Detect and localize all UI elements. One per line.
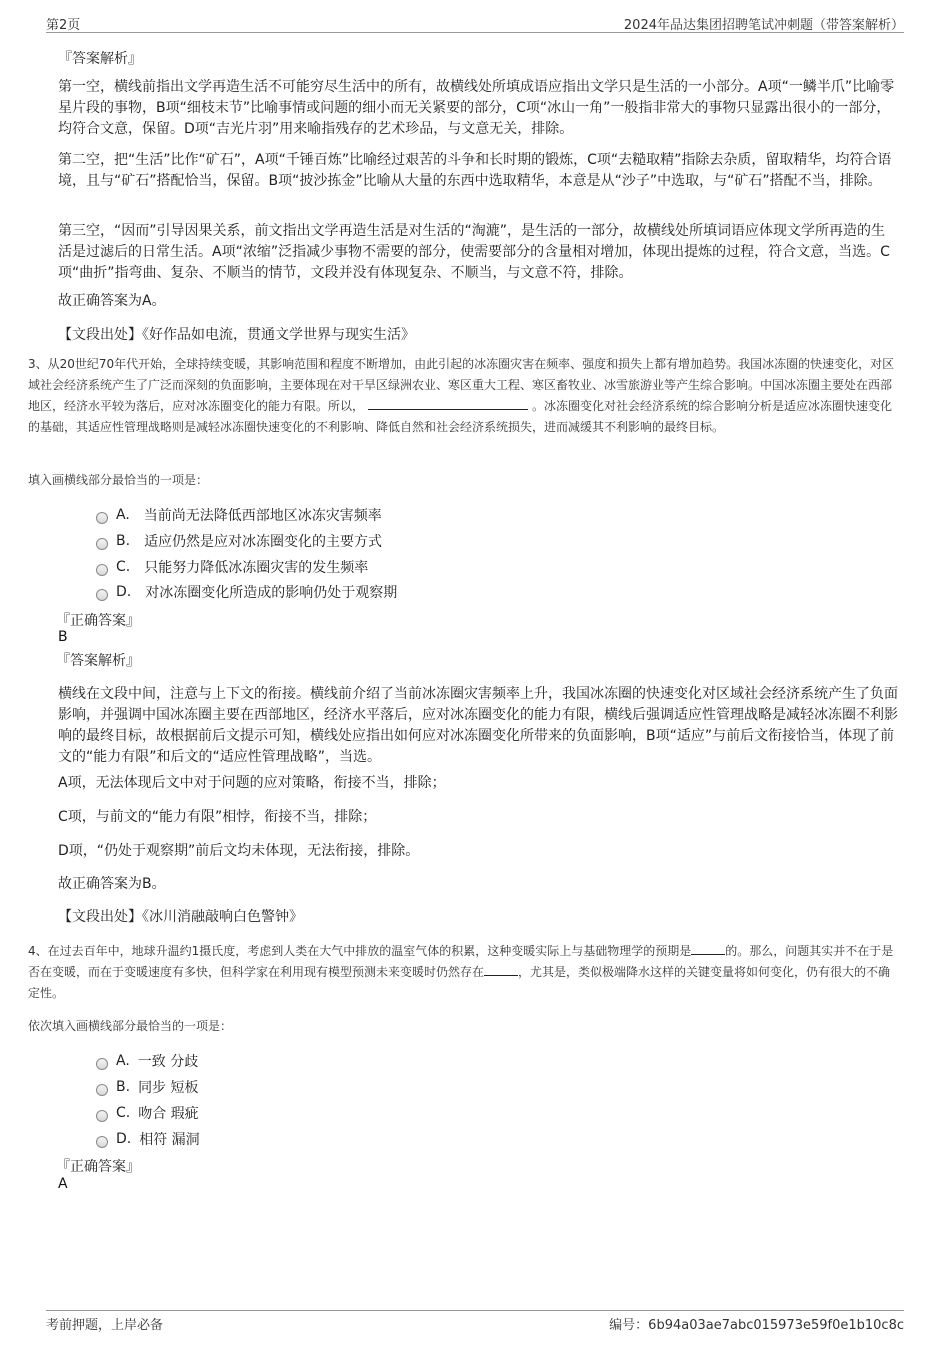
option-letter: C. [116, 559, 131, 575]
analysis-label: 『答案解析』 [56, 653, 140, 669]
option-c[interactable] [96, 557, 368, 577]
stem-text-2: 的。那么，问题其实并不在于是否在变暖，而在于变暖速度有多快，但科学家在利用现有模型预测未来变暖时仍然存在 [28, 944, 894, 979]
stem-text-1: 4、在过去百年中，地球升温约1摄氏度，考虑到人类在大气中排放的温室气体的积累，这种变暖实际上与基础物理学的预期是 [28, 944, 692, 958]
fill-blank [368, 397, 528, 410]
radio-icon[interactable] [96, 564, 108, 576]
correct-answer-label: 『正确答案』 [56, 613, 140, 629]
fill-blank-1 [691, 942, 725, 955]
analysis-paragraph-2: 第二空，把“生活”比作“矿石”，A项“千锤百炼”比喻经过艰苦的斗争和长时期的锻炼，C项“去糙取精”指除去杂质，留取精华，均符合语境，且与“矿石”搭配恰当，保留。B项“披沙拣金”比喻从大量的东西中选取精华，本意是从“沙子”中选取，与“矿石”搭配不当，排除。 [58, 152, 892, 189]
stem-text-3: ，尤其是，类似极端降水这样的关键变量将如何变化，仍有很大的不确定性。 [28, 965, 891, 1000]
analysis-paragraph-3: 第三空，“因而”引导因果关系，前文指出文学再造生活是对生活的“淘漉”，是生活的一部分，故横线处所填词语应体现文学所再造的生活是过滤后的日常生活。A项“浓缩”泛指减少事物不需要的部分，使需要部分的含量相对增加，体现出提炼的过程，符合文意，当选。C项“曲折”指弯曲、复杂、不顺当的情节，文段并没有体现复杂、不顺当，与文意不符，排除。 [58, 223, 890, 281]
option-a[interactable] [96, 505, 382, 525]
page-footer [46, 1310, 904, 1333]
passage-source: 【文段出处】《冰川消融敲响白色警钟》 [58, 909, 303, 925]
option-letter: D. [116, 584, 132, 600]
analysis-paragraph-1: 第一空，横线前指出文学再造生活不可能穷尽生活中的所有，故横线处所填成语应指出文学只是生活的一小部分。A项“一鳞半爪”比喻零星片段的事物，B项“细枝末节”比喻事情或问题的细小而无关紧要的部分，C项“冰山一角”一般指非常大的事物只显露出很小的一部分，均符合文意，保留。D项“吉光片羽”用来喻指残存的艺术珍品，与文意无关，排除。 [58, 79, 895, 137]
option-d[interactable] [96, 582, 397, 602]
correct-answer: A [58, 1176, 68, 1192]
option-letter: D. [116, 1131, 132, 1147]
radio-icon[interactable] [96, 1084, 108, 1096]
passage-source: 【文段出处】《好作品如电流，贯通文学世界与现实生活》 [58, 327, 415, 343]
correct-answer-label: 『正确答案』 [56, 1159, 140, 1175]
option-letter: B. [116, 533, 131, 549]
radio-icon[interactable] [96, 1058, 108, 1070]
question-prompt: 填入画横线部分最恰当的一项是： [28, 473, 209, 487]
footer-slogan: 考前押题，上岸必备 [46, 1318, 164, 1333]
analysis-option-d: D项，“仍处于观察期”前后文均未体现，无法衔接，排除。 [58, 843, 420, 859]
fill-blank-2 [484, 963, 518, 976]
option-text: 只能努力降低冰冻圈灾害的发生频率 [144, 560, 369, 576]
option-b[interactable] [96, 531, 382, 551]
analysis-conclusion: 故正确答案为A。 [58, 293, 166, 309]
page-header [46, 12, 904, 33]
question-stem [28, 354, 898, 438]
option-text: 对冰冻圈变化所造成的影响仍处于观察期 [145, 585, 398, 601]
stem-text-after: 。冰冻圈变化对社会经济系统的综合影响分析是适应冰冻圈快速变化的基础，其适应性管理战略则是减轻冰冻圈快速变化的不利影响、降低自然和社会经济系统损失，进而减缓其不利影响的最终目标。 [28, 399, 893, 434]
option-letter: A. [116, 1053, 130, 1069]
option-text: 同步 短板 [138, 1080, 199, 1096]
option-text: 相符 漏洞 [139, 1132, 200, 1148]
option-letter: B. [116, 1079, 131, 1095]
option-c[interactable] [96, 1103, 199, 1123]
option-letter: A. [116, 507, 130, 523]
serial-label: 编号： [609, 1318, 649, 1333]
option-letter: C. [116, 1105, 131, 1121]
option-text: 吻合 瑕疵 [138, 1106, 199, 1122]
question-stem [28, 941, 898, 1004]
correct-answer: B [58, 629, 68, 645]
document-serial [609, 1314, 904, 1333]
document-title: 2024年品达集团招聘笔试冲刺题（带答案解析） [623, 18, 904, 33]
option-text: 当前尚无法降低西部地区冰冻灾害频率 [143, 508, 382, 524]
analysis-option-a: A项，无法体现后文中对于问题的应对策略，衔接不当，排除； [58, 775, 446, 791]
page-number: 第2页 [46, 18, 81, 33]
analysis-paragraph-1: 横线在文段中间，注意与上下文的衔接。横线前介绍了当前冰冻圈灾害频率上升，我国冰冻圈的快速变化对区域社会经济系统产生了负面影响，并强调中国冰冻圈主要在西部地区，经济水平落后，应对冰冻圈变化的能力有限，横线后强调适应性管理战略是减轻冰冻圈不利影响的最终目标，故根据前后文提示可知，横线处应指出如何应对冰冻圈变化所带来的负面影响，B项“适应”与前后文衔接恰当，体现了前文的“能力有限”和后文的“适应性管理战略”，当选。 [58, 686, 898, 765]
radio-icon[interactable] [96, 1110, 108, 1122]
radio-icon[interactable] [96, 1136, 108, 1148]
radio-icon[interactable] [96, 538, 108, 550]
stem-text-before: 3、从20世纪70年代开始，全球持续变暖，其影响范围和程度不断增加，由此引起的冰冻圈灾害在频率、强度和损失上都有增加趋势。我国冰冻圈的快速变化，对区域社会经济系统产生了广泛而深刻的负面影响，主要体现在对干旱区绿洲农业、寒区重大工程、寒区畜牧业、冰雪旅游业等产生综合影响。中国冰冻圈主要处在西部地区，经济水平较为落后，应对冰冻圈变化的能力有限。所以， [28, 357, 895, 413]
serial-number: 6b94a03ae7abc015973e59f0e1b10c8c [648, 1318, 904, 1333]
option-a[interactable] [96, 1051, 198, 1071]
option-text: 适应仍然是应对冰冻圈变化的主要方式 [144, 534, 383, 550]
option-text: 一致 分歧 [137, 1054, 199, 1070]
analysis-option-c: C项，与前文的“能力有限”相悖，衔接不当，排除； [58, 809, 377, 825]
analysis-label: 『答案解析』 [58, 51, 142, 67]
option-d[interactable] [96, 1129, 200, 1149]
option-b[interactable] [96, 1077, 199, 1097]
analysis-conclusion: 故正确答案为B。 [58, 876, 166, 892]
radio-icon[interactable] [96, 512, 108, 524]
radio-icon[interactable] [96, 589, 108, 601]
question-prompt: 依次填入画横线部分最恰当的一项是： [28, 1019, 233, 1033]
